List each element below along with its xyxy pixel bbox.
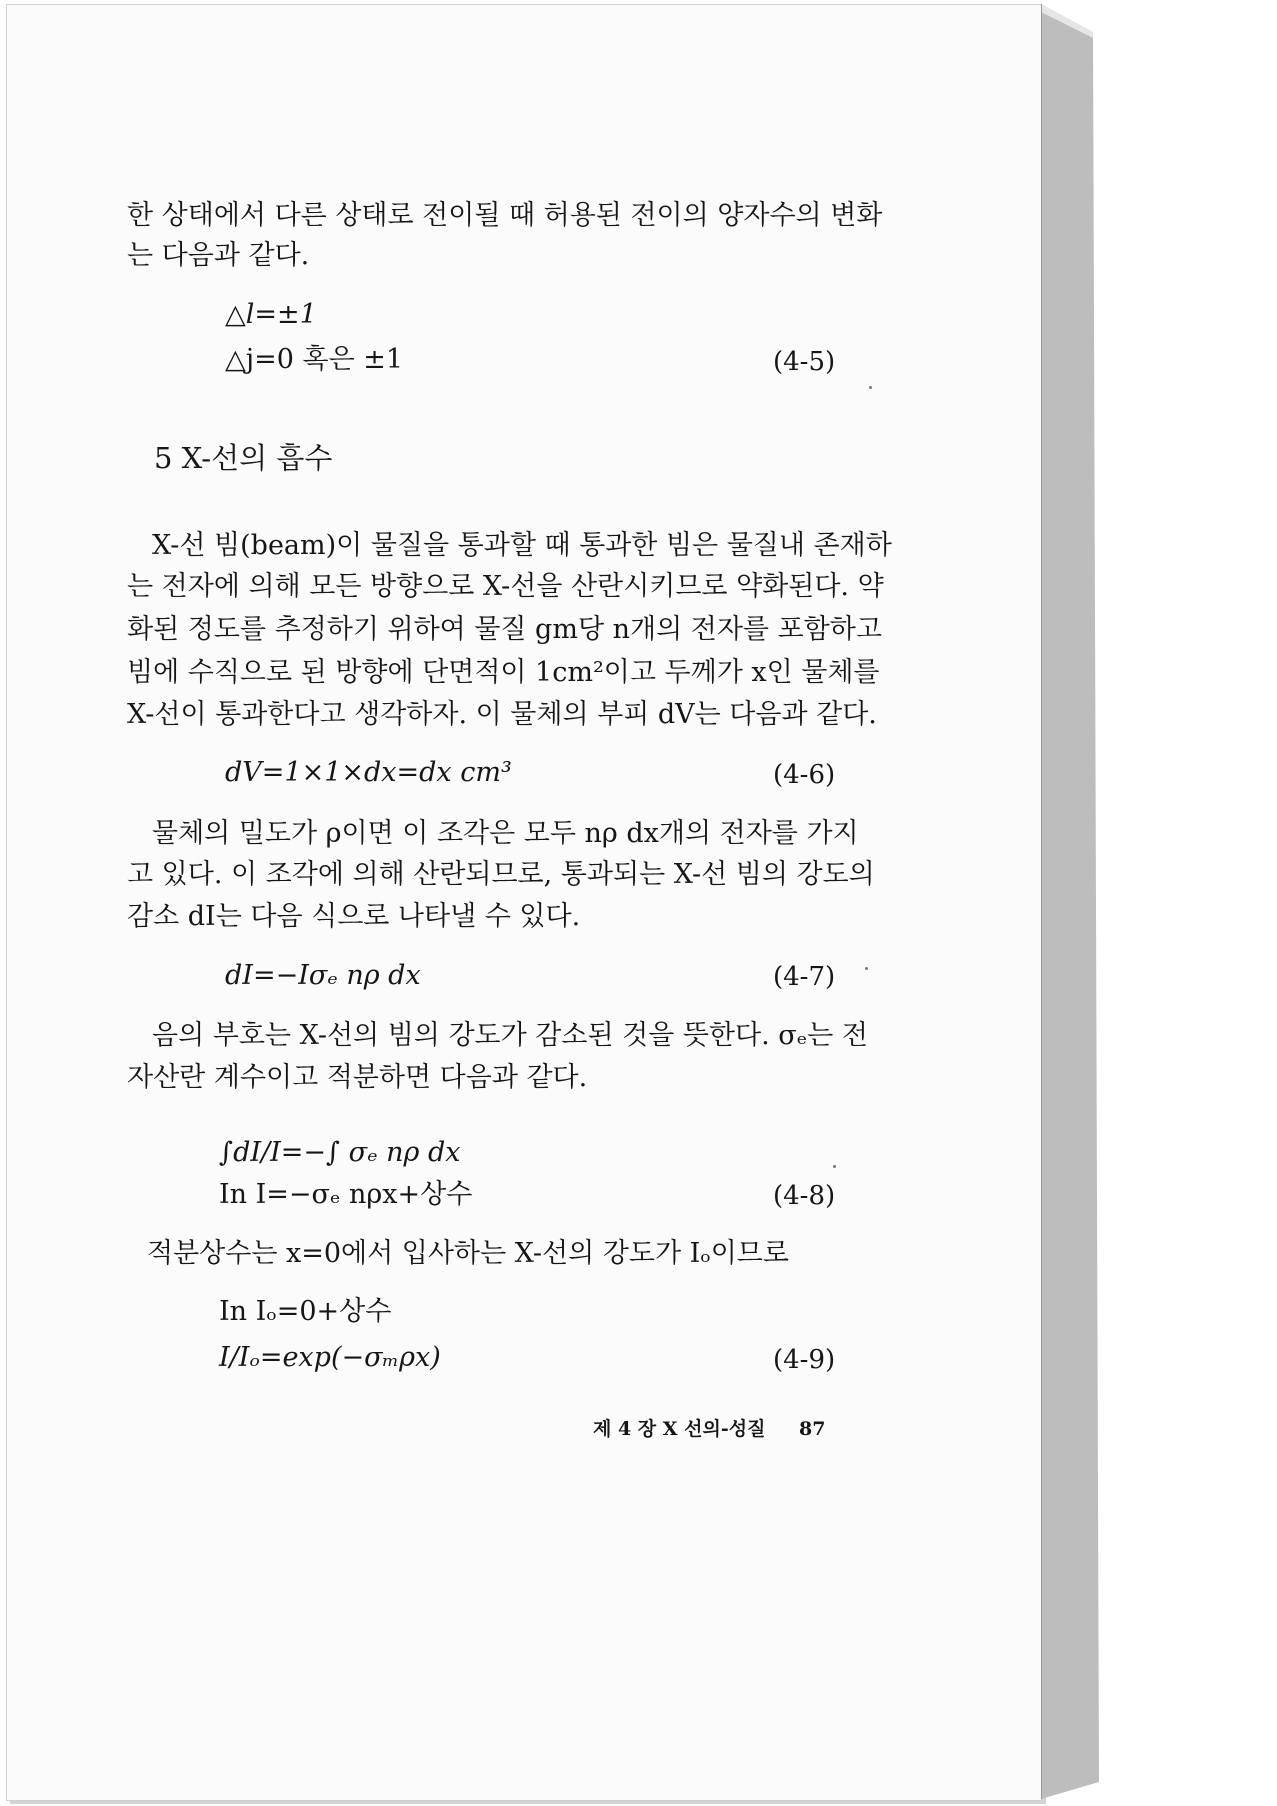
page-number: 87 (799, 1418, 826, 1440)
equation-number-4-7: (4-7) (773, 962, 836, 992)
para2-line-1: 물체의 밀도가 ρ이면 이 조각은 모두 nρ dx개의 전자를 가지 (152, 818, 859, 849)
equation-4-7: dI=−Iσₑ nρ dx (225, 960, 421, 991)
intro-line-2: 는 다음과 같다. (127, 240, 310, 271)
para2-line-2: 고 있다. 이 조각에 의해 산란되므로, 통과되는 X-선 빔의 강도의 (127, 859, 875, 890)
scan-speck (833, 1165, 836, 1168)
equation-number-4-9: (4-9) (773, 1345, 836, 1375)
scan-speck (865, 967, 868, 970)
para3-line-1: 음의 부호는 X-선의 빔의 강도가 감소된 것을 뜻한다. σₑ는 전 (152, 1020, 868, 1051)
equation-number-4-6: (4-6) (773, 760, 836, 790)
equation-4-5-line-1: △l=±1 (225, 299, 317, 330)
running-footer-chapter: 제 4 장 X 선의-성질 (593, 1418, 766, 1440)
para1-line-2: 는 전자에 의해 모든 방향으로 X-선을 산란시키므로 약화된다. 약 (127, 571, 884, 602)
equation-4-8-line-1: ∫dI/I=−∫ σₑ nρ dx (219, 1137, 461, 1168)
equation-4-9-line-2: I/Iₒ=exp(−σₘρx) (219, 1342, 441, 1373)
para2-line-3: 감소 dI는 다음 식으로 나타낼 수 있다. (127, 901, 581, 932)
intro-line-1: 한 상태에서 다른 상태로 전이될 때 허용된 전이의 양자수의 변화 (127, 200, 883, 231)
para1-line-1: X-선 빔(beam)이 물질을 통과할 때 통과한 빔은 물질내 존재하 (152, 530, 892, 561)
equation-4-8-line-2: In I=−σₑ nρx+상수 (219, 1179, 473, 1210)
para1-line-4: 빔에 수직으로 된 방향에 단면적이 1cm²이고 두께가 x인 물체를 (127, 657, 880, 688)
equation-4-5-line-2: △j=0 혹은 ±1 (225, 344, 404, 375)
equation-number-4-8: (4-8) (773, 1181, 836, 1211)
para3-line-2: 자산란 계수이고 적분하면 다음과 같다. (127, 1062, 588, 1093)
para1-line-3: 화된 정도를 추정하기 위하여 물질 gm당 n개의 전자를 포함하고 (127, 614, 882, 645)
para1-line-5: X-선이 통과한다고 생각하자. 이 물체의 부피 dV는 다음과 같다. (127, 699, 877, 730)
equation-number-4-5: (4-5) (773, 347, 836, 377)
section-heading: 5 X-선의 흡수 (154, 441, 333, 475)
equation-4-6: dV=1×1×dx=dx cm³ (225, 757, 512, 788)
book-page (6, 4, 1042, 1801)
scan-speck (869, 386, 872, 389)
para4-line: 적분상수는 x=0에서 입사하는 X-선의 강도가 Iₒ이므로 (147, 1238, 789, 1269)
equation-4-9-line-1: In Iₒ=0+상수 (219, 1296, 392, 1327)
book-page-edge (1041, 4, 1105, 1799)
